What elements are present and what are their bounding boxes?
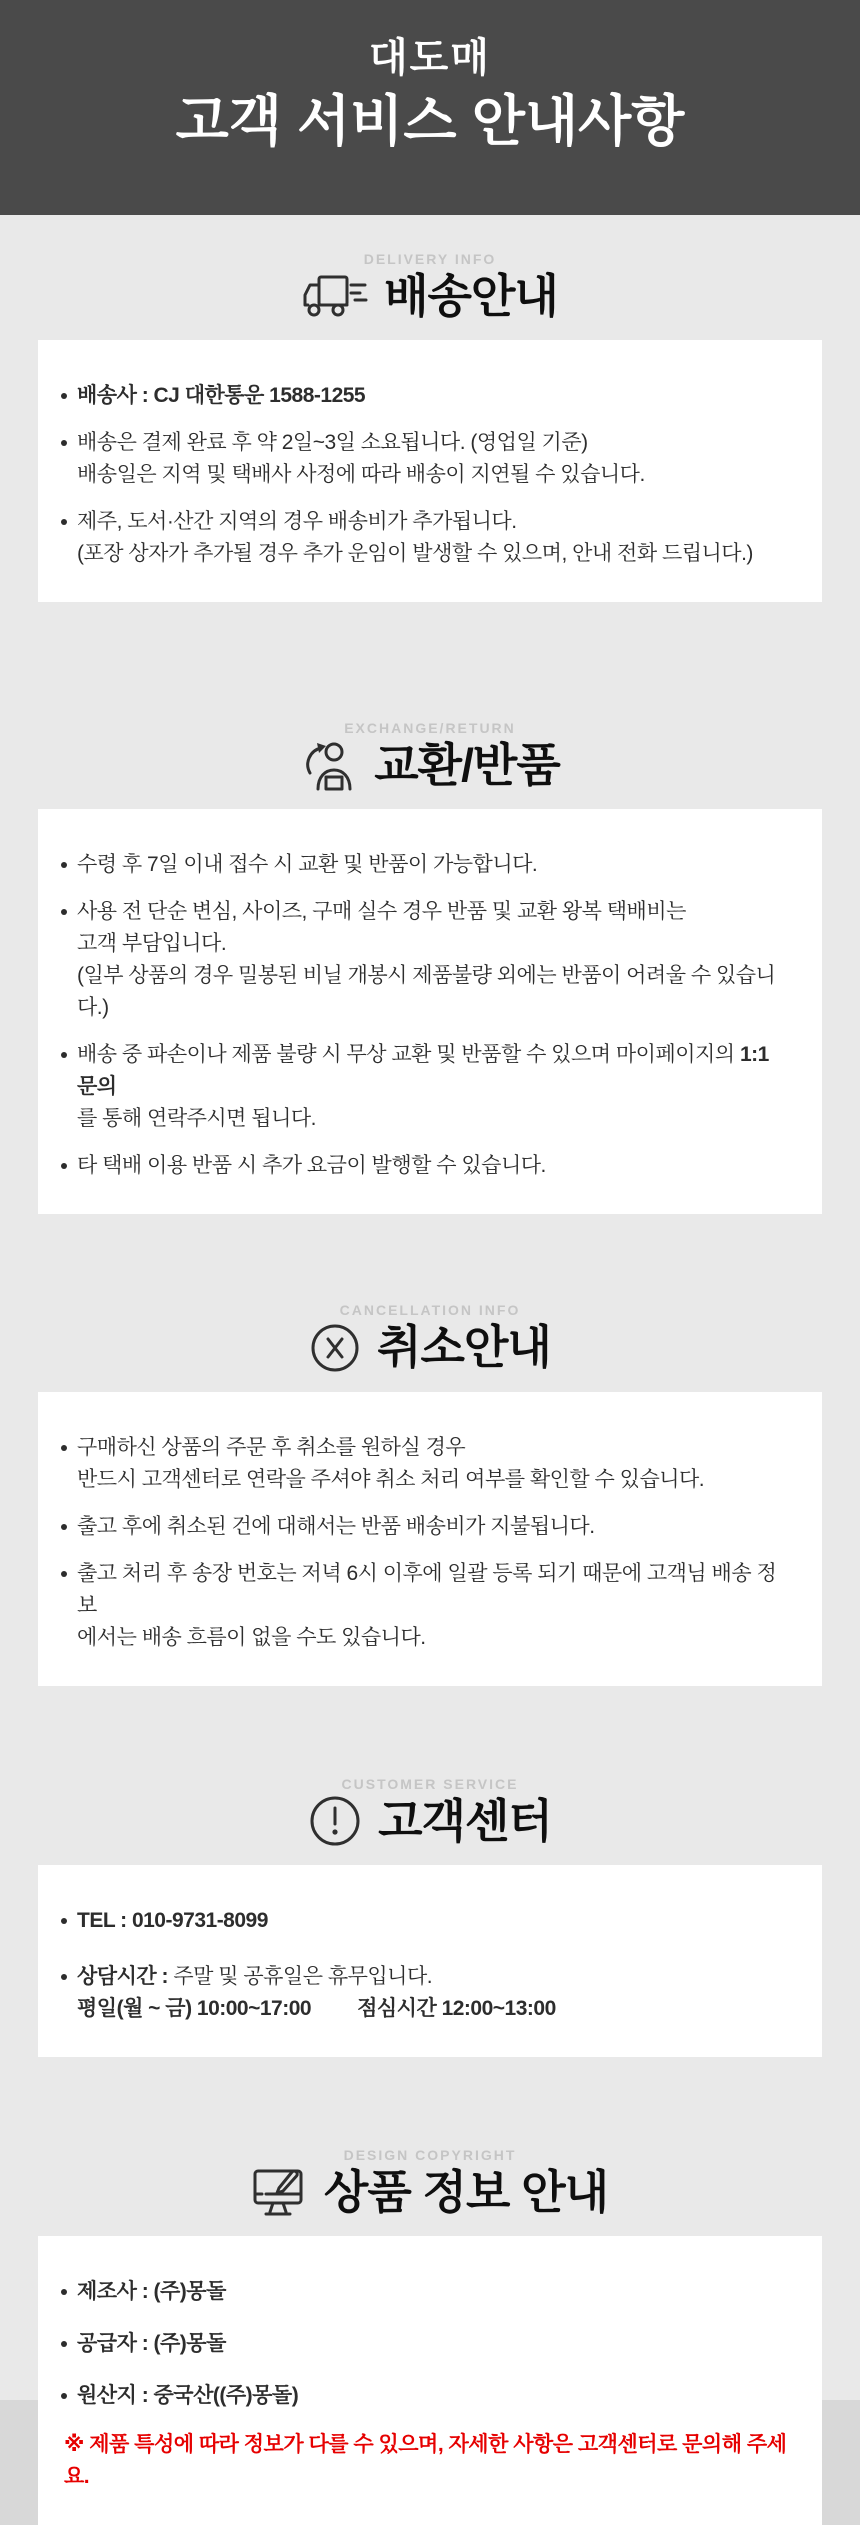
exchange-card — [38, 809, 822, 1214]
weekday-hours: 평일(월 ~ 금) 10:00~17:00 — [77, 1996, 312, 2020]
list-item: 구매하신 상품의 주문 후 취소를 원하실 경우 반드시 고객센터로 연락을 주셔야 취소 처리 여부를 확인할 수 있습니다. — [60, 1432, 792, 1496]
section-label-delivery: DELIVERY INFO — [363, 251, 497, 267]
list-item — [60, 2276, 792, 2308]
tel-number: TEL : 010-9731-8099 — [77, 1908, 268, 1932]
list-item: 사용 전 단순 변심, 사이즈, 구매 실수 경우 반품 및 교환 왕복 택배비는 고객 부담입니다. (일부 상품의 경우 밀봉된 비닐 개봉시 제품불량 외에는 반품이 어려울 수 있습니다.) — [60, 896, 792, 1024]
list-item — [60, 2328, 792, 2360]
section-delivery — [0, 251, 860, 324]
cancel-circle-icon — [309, 1322, 361, 1374]
list-item — [60, 380, 792, 412]
section-label-cancel: CANCELLATION INFO — [339, 1302, 521, 1319]
list-item: 제주, 도서·산간 지역의 경우 배송비가 추가됩니다. (포장 상자가 추가될 경우 추가 운임이 발생할 수 있으며, 안내 전화 드립니다.) — [60, 506, 792, 570]
section-title-cancel: 취소안내 — [377, 1321, 551, 1374]
customer-service-card — [38, 1865, 822, 2057]
list-item: 타 택배 이용 반품 시 추가 요금이 발행할 수 있습니다. — [60, 1150, 792, 1182]
list-item: 상담시간 : 주말 및 공휴일은 휴무입니다. 평일(월 ~ 금) 10:00~17:00 점심시간 12:00~13:00 — [60, 1961, 792, 2025]
section-title-row-cancel — [0, 1320, 860, 1375]
list-item: 배송 중 파손이나 제품 불량 시 무상 교환 및 반품할 수 있으며 마이페이지의 1:1 문의 를 통해 연락주시면 됩니다. — [60, 1039, 792, 1135]
product-info-card — [38, 2236, 822, 2525]
list-item — [60, 2380, 792, 2412]
section-product-info — [0, 2147, 860, 2220]
lunch-hours: 점심시간 12:00~13:00 — [357, 1996, 556, 2020]
exchange-list — [60, 849, 792, 1182]
section-title-product-info: 상품 정보 안내 — [323, 2165, 609, 2218]
delivery-courier-line: 배송사 : CJ 대한통운 1588-1255 — [77, 384, 366, 408]
list-item: 배송은 결제 완료 후 약 2일~3일 소요됩니다. (영업일 기준) 배송일은 지역 및 택배사 사정에 따라 배송이 지연될 수 있습니다. — [60, 427, 792, 491]
list-item: 수령 후 7일 이내 접수 시 교환 및 반품이 가능합니다. — [60, 849, 792, 881]
supplier: 공급자 : (주)몽돌 — [77, 2331, 226, 2355]
list-item: 출고 처리 후 송장 번호는 저녁 6시 이후에 일괄 등록 되기 때문에 고객님 배송 정보 에서는 배송 흐름이 없을 수도 있습니다. — [60, 1558, 792, 1654]
brand-name: 대도매 — [369, 36, 491, 80]
section-title-customer-service: 고객센터 — [378, 1794, 552, 1847]
section-customer-service — [0, 1776, 860, 1849]
section-cancel — [0, 1302, 860, 1375]
customer-service-list — [60, 1905, 792, 2025]
section-title-delivery: 배송안내 — [384, 270, 558, 322]
page-header — [0, 0, 860, 215]
section-label-product-info: DESIGN COPYRIGHT — [343, 2146, 517, 2163]
cancel-card — [38, 1392, 822, 1686]
section-exchange — [0, 720, 860, 793]
alert-circle-icon — [308, 1794, 362, 1848]
list-item — [60, 1905, 792, 1937]
maker: 제조사 : (주)몽돌 — [77, 2279, 226, 2303]
product-info-list — [60, 2276, 792, 2412]
section-title-row-product-info — [0, 2165, 860, 2220]
truck-icon — [302, 272, 368, 322]
one-to-one-inquiry-label: 1:1 문의 — [77, 1043, 769, 1099]
exchange-person-icon — [300, 739, 358, 793]
cancel-list — [60, 1432, 792, 1654]
section-title-exchange: 교환/반품 — [374, 739, 560, 792]
monitor-brush-icon — [252, 2165, 308, 2219]
hours-label: 상담시간 : — [77, 1964, 174, 1988]
delivery-card — [38, 340, 822, 602]
section-label-customer-service: CUSTOMER SERVICE — [341, 1775, 519, 1792]
list-item: 출고 후에 취소된 건에 대해서는 반품 배송비가 지불됩니다. — [60, 1511, 792, 1543]
origin: 원산지 : 중국산((주)몽돌) — [77, 2383, 299, 2407]
delivery-list — [60, 380, 792, 570]
section-label-exchange: EXCHANGE/RETURN — [344, 720, 516, 737]
page-title: 고객 서비스 안내사항 — [175, 90, 685, 152]
section-title-row-exchange — [0, 738, 860, 793]
section-title-row-delivery — [0, 269, 860, 324]
product-notice: ※ 제품 특성에 따라 정보가 다를 수 있으며, 자세한 사항은 고객센터로 문의해 주세요. — [64, 2432, 787, 2488]
section-title-row-customer-service — [0, 1794, 860, 1849]
